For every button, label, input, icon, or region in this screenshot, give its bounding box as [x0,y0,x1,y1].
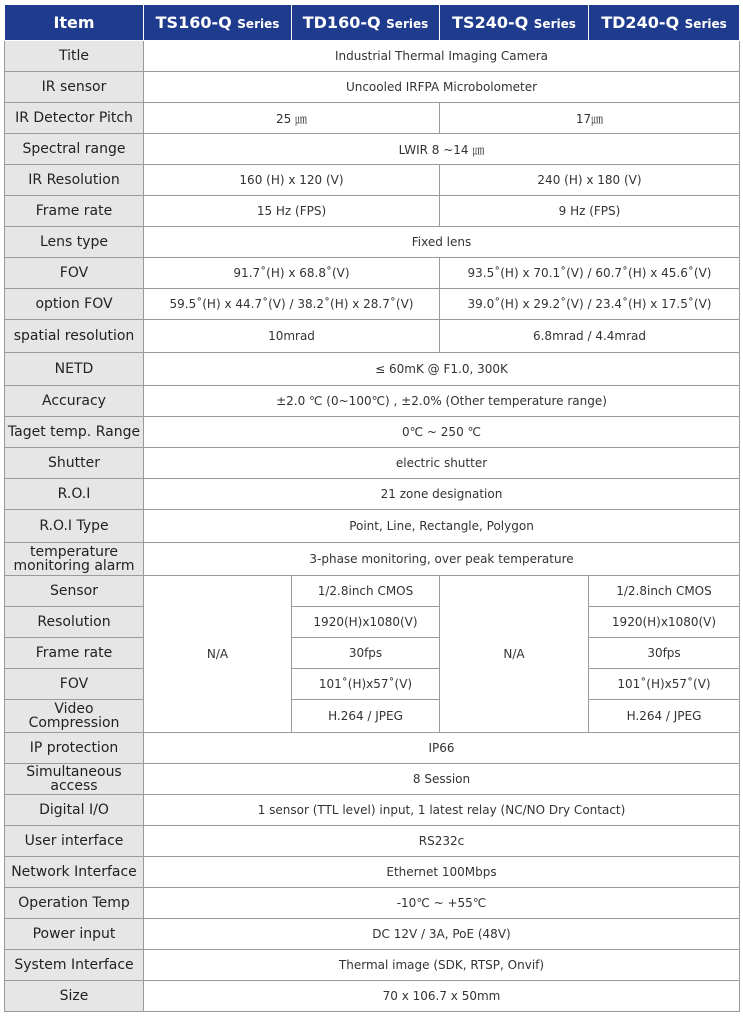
row-label: Power input [5,919,144,950]
row-label: Sensor [5,576,144,607]
model-suffix: Series [684,17,727,31]
value-160: 25 ㎛ [144,103,440,134]
row-label: Resolution [5,607,144,638]
row-power-input [5,919,740,950]
row-ir-resolution [5,165,740,196]
row-option-fov [5,289,740,320]
row-value: 21 zone designation [144,479,740,510]
row-value: 3-phase monitoring, over peak temperature [144,543,740,576]
row-value: electric shutter [144,448,740,479]
row-size [5,981,740,1012]
row-value: LWIR 8 ~14 ㎛ [144,134,740,165]
value-td160: H.264 / JPEG [292,700,440,733]
row-simultaneous-access [5,764,740,795]
row-label: R.O.I [5,479,144,510]
row-value: 0℃ ~ 250 ℃ [144,417,740,448]
row-label: IP protection [5,733,144,764]
value-240: 17㎛ [440,103,740,134]
row-accuracy [5,386,740,417]
row-label: Frame rate [5,196,144,227]
value-240: 240 (H) x 180 (V) [440,165,740,196]
row-label: IR sensor [5,72,144,103]
value-160: 91.7˚(H) x 68.8˚(V) [144,258,440,289]
row-cam-frame-rate [5,638,740,669]
value-240: 39.0˚(H) x 29.2˚(V) / 23.4˚(H) x 17.5˚(V) [440,289,740,320]
value-td160: 101˚(H)x57˚(V) [292,669,440,700]
row-label: Video Compression [5,700,144,733]
value-160: 15 Hz (FPS) [144,196,440,227]
row-roi-type [5,510,740,543]
model-suffix: Series [386,17,429,31]
value-td160: 1920(H)x1080(V) [292,607,440,638]
row-value: 1 sensor (TTL level) input, 1 latest relay (NC/NO Dry Contact) [144,795,740,826]
row-label: Title [5,41,144,72]
row-alarm [5,543,740,576]
header-model-td240 [589,5,740,41]
value-td240: 101˚(H)x57˚(V) [589,669,740,700]
row-ir-sensor [5,72,740,103]
row-operation-temp [5,888,740,919]
row-label: Simultaneous access [5,764,144,795]
row-value: 8 Session [144,764,740,795]
row-title [5,41,740,72]
value-160: 10mrad [144,320,440,353]
row-label: User interface [5,826,144,857]
row-label: Accuracy [5,386,144,417]
row-network-interface [5,857,740,888]
model-suffix: Series [533,17,576,31]
row-label: Spectral range [5,134,144,165]
value-td160: 1/2.8inch CMOS [292,576,440,607]
row-label: spatial resolution [5,320,144,353]
row-label: IR Resolution [5,165,144,196]
row-value: ≤ 60mK @ F1.0, 300K [144,353,740,386]
row-ip-protection [5,733,740,764]
row-lens-type [5,227,740,258]
row-label: temperature monitoring alarm [5,543,144,576]
value-td160: 30fps [292,638,440,669]
row-roi [5,479,740,510]
header-model-ts160 [144,5,292,41]
model-suffix: Series [237,17,280,31]
row-spectral [5,134,740,165]
row-value: ±2.0 ℃ (0~100℃) , ±2.0% (Other temperature range) [144,386,740,417]
row-spatial-resolution [5,320,740,353]
header-model-td160 [292,5,440,41]
row-value: IP66 [144,733,740,764]
row-label: Size [5,981,144,1012]
model-name: TD160-Q [302,13,381,32]
row-label: Digital I/O [5,795,144,826]
value-td240: 1/2.8inch CMOS [589,576,740,607]
row-cam-sensor [5,576,740,607]
row-value: Thermal image (SDK, RTSP, Onvif) [144,950,740,981]
row-label: Lens type [5,227,144,258]
row-value: Ethernet 100Mbps [144,857,740,888]
row-value: Industrial Thermal Imaging Camera [144,41,740,72]
row-label: Shutter [5,448,144,479]
row-label: Frame rate [5,638,144,669]
model-name: TS240-Q [452,13,529,32]
header-row [5,5,740,41]
row-label: Operation Temp [5,888,144,919]
row-system-interface [5,950,740,981]
row-user-interface [5,826,740,857]
row-label: NETD [5,353,144,386]
row-value: RS232c [144,826,740,857]
header-model-ts240 [440,5,589,41]
row-shutter [5,448,740,479]
row-fov [5,258,740,289]
row-digital-io [5,795,740,826]
value-240: 93.5˚(H) x 70.1˚(V) / 60.7˚(H) x 45.6˚(V) [440,258,740,289]
na-ts240: N/A [440,576,589,733]
spec-table [4,4,740,1012]
value-240: 9 Hz (FPS) [440,196,740,227]
row-frame-rate [5,196,740,227]
row-cam-resolution [5,607,740,638]
row-label: Taget temp. Range [5,417,144,448]
row-label: FOV [5,258,144,289]
row-netd [5,353,740,386]
row-label: System Interface [5,950,144,981]
row-value: Uncooled IRFPA Microbolometer [144,72,740,103]
row-cam-compression [5,700,740,733]
na-ts160: N/A [144,576,292,733]
row-label: IR Detector Pitch [5,103,144,134]
row-label: option FOV [5,289,144,320]
value-td240: H.264 / JPEG [589,700,740,733]
row-pitch [5,103,740,134]
row-value: Fixed lens [144,227,740,258]
value-160: 160 (H) x 120 (V) [144,165,440,196]
row-label: FOV [5,669,144,700]
model-name: TD240-Q [601,13,680,32]
row-value: 70 x 106.7 x 50mm [144,981,740,1012]
row-value: Point, Line, Rectangle, Polygon [144,510,740,543]
value-160: 59.5˚(H) x 44.7˚(V) / 38.2˚(H) x 28.7˚(V) [144,289,440,320]
header-item: Item [5,5,144,41]
row-value: DC 12V / 3A, PoE (48V) [144,919,740,950]
model-name: TS160-Q [155,13,232,32]
row-label: R.O.I Type [5,510,144,543]
row-cam-fov [5,669,740,700]
value-td240: 1920(H)x1080(V) [589,607,740,638]
row-label: Network Interface [5,857,144,888]
value-td240: 30fps [589,638,740,669]
row-value: -10℃ ~ +55℃ [144,888,740,919]
value-240: 6.8mrad / 4.4mrad [440,320,740,353]
row-target-temp [5,417,740,448]
